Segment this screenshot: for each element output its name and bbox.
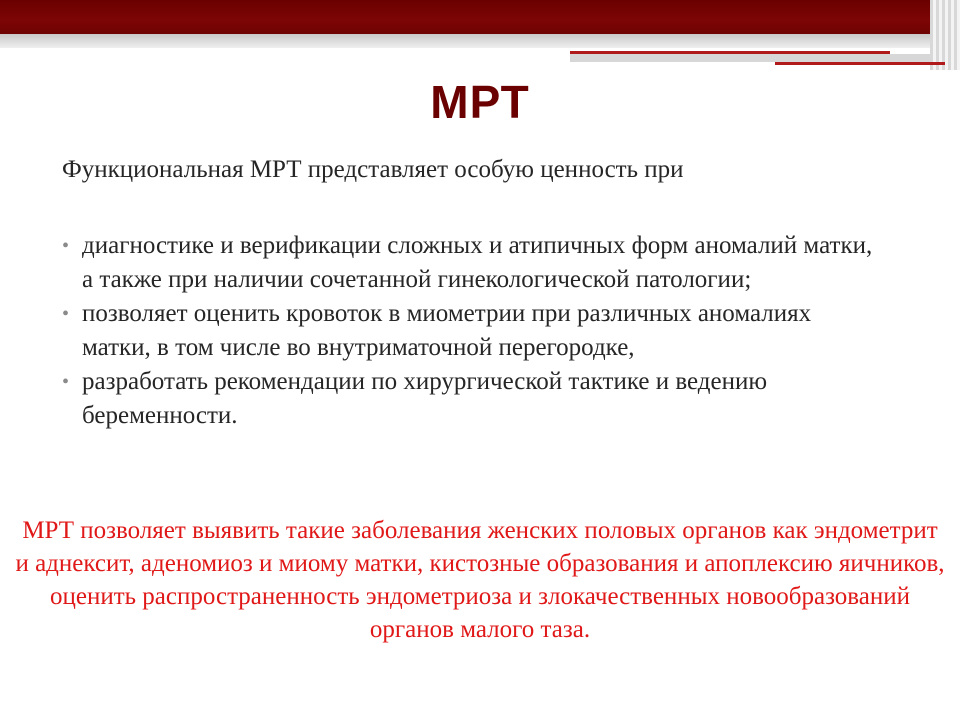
decorative-stripes bbox=[930, 0, 960, 70]
bullet-text: разработать рекомендации по хирургической тактике и ведению беременности. bbox=[82, 368, 768, 429]
slide-title: МРТ bbox=[430, 76, 530, 128]
bullet-text: диагностике и верификации сложных и атипичных форм аномалий матки, а также при наличии сочетанной гинекологической патологии; bbox=[82, 232, 873, 293]
bullet-icon: • bbox=[62, 235, 70, 257]
bullet-item-3 bbox=[62, 365, 882, 433]
accent-line-gray bbox=[570, 54, 930, 62]
highlight-note: МРТ позволяет выявить такие заболевания женских половых органов как эндометрит и аднексит, аденомиоз и миому матки, кистозные образования и апоплексию яичников, оценить распространенность эндометриоза и злокачественных новообразований органов малого таза. bbox=[15, 517, 945, 643]
header-bar bbox=[0, 0, 960, 34]
bullet-item-2 bbox=[62, 297, 882, 365]
bullet-list bbox=[62, 229, 882, 433]
header-shadow bbox=[0, 34, 960, 48]
bullet-icon: • bbox=[62, 371, 70, 393]
bullet-icon: • bbox=[62, 303, 70, 325]
accent-line-bottom bbox=[775, 62, 945, 65]
bullet-text: позволяет оценить кровоток в миометрии при различных аномалиях матки, в том числе во внутриматочной перегородке, bbox=[82, 300, 812, 361]
intro-text: Функциональная МРТ представляет особую ценность при bbox=[62, 156, 684, 183]
bullet-item-1 bbox=[62, 229, 882, 297]
